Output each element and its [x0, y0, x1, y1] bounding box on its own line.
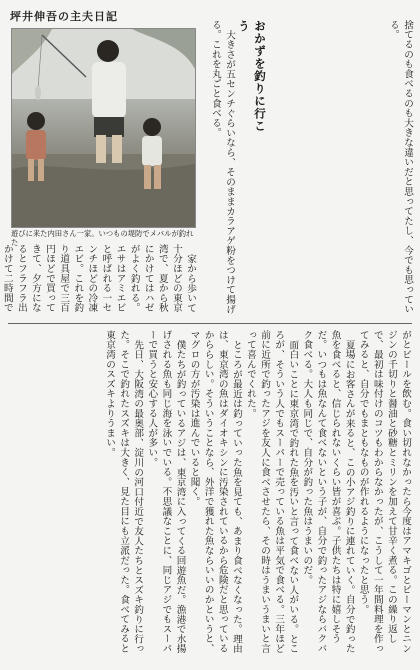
paragraph: 夏場にお客さんが来ると、この小アジ釣りに連れていく。自分で釣った魚を食べると、信じられないくらい皆が喜ぶ。子供たちは特に嬉しそうだ。いつもは魚なんて食べないという子が、自分で釣ったアジならバクバク食べる。大人も同じで、自分が釣った魚はうまいのだ。 [301, 330, 355, 654]
article-column-top-middle [200, 20, 236, 316]
paragraph: 先日、大阪湾の最奥部、淀川の河口付近で友人たちとスズキ釣りに行った。そこで釣れたスズキは大きく、見た目にも立派だった。食べてみると東京湾のスズキよりうまい。 [104, 330, 144, 654]
paragraph: ところが最近は釣っていった魚を見ても、あまり食べなくなった。理由は、東京湾の魚はダイオキシンに汚染されているから危険だと思っているかららしい。そういうことなら、外洋で獲れた魚ならいいのかというと、マグロの方が汚染は進んでいると聞く。 [188, 330, 242, 654]
paragraph: 面白いことに東京湾で釣れた魚を汚いと言って食べない人がいる。ところが、そういう人でもスーパーで売っている魚は平気で食べる。三年ほど前に近所で釣ったアジを友人に食べさせたら、その時はうまいうまいと言って喜んでくれた。 [244, 330, 299, 654]
article-column-under-photo [1, 244, 197, 318]
page-header-title: 坪井伸吾の主夫日記 [10, 10, 118, 23]
paragraph: がとビールを飲む。食い切れなかったら今度はアマキゴとピーマンとニンジンの千切りと醤油と砂糖とミリンを加えて甘辛く煮る。この繰り返しで、最初は味付けのコツもわからなかったが、こうして一年間料理を作ってみると、自分でもまともなものが作れるようになったと思う。 [357, 330, 411, 654]
article-column-top-right [254, 20, 414, 316]
article-column-bottom [8, 330, 412, 660]
article-heading: おかずを釣りに行こう [237, 20, 267, 133]
family-fishing-photo [11, 28, 196, 228]
paragraph: 僕たちが釣っているアジは、東京湾に入ってくる回遊魚だ。漁港で水揚げされる魚も同じ海を泳いでいる。不思議なことに、同じアジでもスーパーで買うと安心する人が多い。 [146, 330, 186, 654]
paragraph: 家から歩いて十分ほどの東京湾で、夏から秋にかけてはハゼがよく釣れる。エサはアミエビと呼ばれる一センチほどの冷凍エビ。これを釣り道具屋で三百円ほどで買ってきて、夕方になるとフラフラ出かけて二時間で [1, 244, 196, 313]
photo-caption: 遊びに来た内田さん一家。いつもの堤防でメバルが釣れた [11, 229, 194, 247]
paragraph: 捨てるのも食べるのも大きな違いだと思ってたし、今でも思っている。 [387, 20, 413, 314]
section-divider [8, 323, 412, 324]
photo-illustration [12, 29, 195, 227]
paragraph: 大きさが五センチぐらいなら、そのままカラアゲ粉をつけて揚げる。これを丸ごと食べる。 [209, 20, 235, 314]
